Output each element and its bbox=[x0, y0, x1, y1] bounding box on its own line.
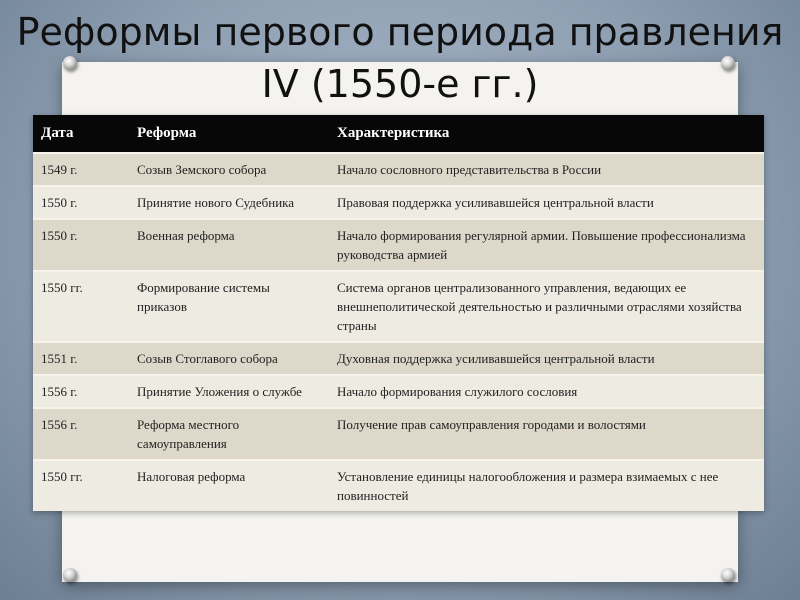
cell-reform: Военная реформа bbox=[129, 219, 329, 271]
table-header-row bbox=[33, 115, 764, 153]
slide-title: Реформы первого периода правления IV (1550-е гг.) bbox=[16, 10, 784, 106]
cell-characteristic: Духовная поддержка усиливавшейся центральной власти bbox=[329, 342, 764, 375]
cell-reform: Реформа местного самоуправления bbox=[129, 408, 329, 460]
pushpin-icon bbox=[721, 568, 735, 582]
cell-characteristic: Начало формирования служилого сословия bbox=[329, 375, 764, 408]
cell-date: 1550 г. bbox=[33, 186, 129, 219]
table-row bbox=[33, 271, 764, 342]
cell-characteristic: Система органов централизованного управления, ведающих ее внешнеполитической деятельностью и различными отраслями хозяйства страны bbox=[329, 271, 764, 342]
cell-date: 1550 гг. bbox=[33, 460, 129, 511]
cell-characteristic: Начало формирования регулярной армии. Повышение профессионализма руководства армией bbox=[329, 219, 764, 271]
cell-date: 1551 г. bbox=[33, 342, 129, 375]
table-row bbox=[33, 219, 764, 271]
reforms-table-container bbox=[33, 115, 764, 511]
cell-reform: Формирование системы приказов bbox=[129, 271, 329, 342]
cell-reform: Созыв Земского собора bbox=[129, 153, 329, 186]
cell-characteristic: Установление единицы налогообложения и размера взимаемых с нее повинностей bbox=[329, 460, 764, 511]
cell-date: 1556 г. bbox=[33, 408, 129, 460]
table-row bbox=[33, 153, 764, 186]
table-row bbox=[33, 342, 764, 375]
header-reform: Реформа bbox=[129, 115, 329, 153]
table-row bbox=[33, 460, 764, 511]
pushpin-icon bbox=[63, 568, 77, 582]
cell-characteristic: Начало сословного представительства в России bbox=[329, 153, 764, 186]
header-characteristic: Характеристика bbox=[329, 115, 764, 153]
cell-date: 1549 г. bbox=[33, 153, 129, 186]
cell-reform: Принятие Уложения о службе bbox=[129, 375, 329, 408]
cell-reform: Налоговая реформа bbox=[129, 460, 329, 511]
table-row bbox=[33, 375, 764, 408]
cell-date: 1550 гг. bbox=[33, 271, 129, 342]
cell-reform: Принятие нового Судебника bbox=[129, 186, 329, 219]
table-row bbox=[33, 408, 764, 460]
cell-characteristic: Правовая поддержка усиливавшейся центральной власти bbox=[329, 186, 764, 219]
table-row bbox=[33, 186, 764, 219]
cell-reform: Созыв Стоглавого собора bbox=[129, 342, 329, 375]
cell-characteristic: Получение прав самоуправления городами и волостями bbox=[329, 408, 764, 460]
header-date: Дата bbox=[33, 115, 129, 153]
cell-date: 1556 г. bbox=[33, 375, 129, 408]
reforms-table bbox=[33, 115, 764, 511]
cell-date: 1550 г. bbox=[33, 219, 129, 271]
